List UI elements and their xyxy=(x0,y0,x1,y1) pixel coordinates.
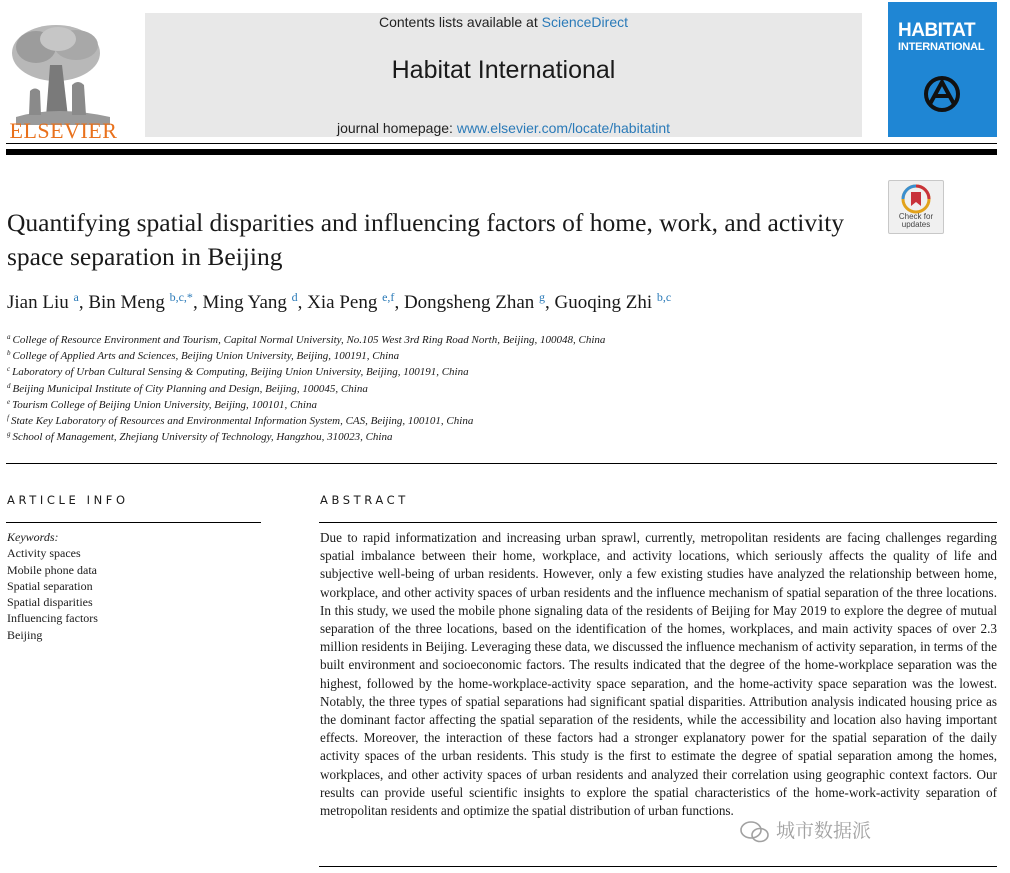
affiliation-list xyxy=(7,332,987,445)
check-for-updates-button[interactable] xyxy=(888,180,944,234)
affiliation-key: b xyxy=(7,349,11,358)
article-info-heading: ARTICLE INFO xyxy=(7,493,129,507)
cover-title-line1: HABITAT xyxy=(898,20,976,41)
paper-title: Quantifying spatial disparities and influencing factors of home, work, and activity space separation in Beijing xyxy=(7,208,845,271)
publisher-name: ELSEVIER xyxy=(9,118,118,143)
sciencedirect-link[interactable]: ScienceDirect xyxy=(541,14,628,30)
keywords-block xyxy=(7,529,257,643)
watermark xyxy=(740,816,980,846)
affiliation-key: a xyxy=(7,333,11,341)
author-list xyxy=(7,292,987,314)
cover-title-line2: INTERNATIONAL xyxy=(898,41,985,53)
affiliation-item xyxy=(7,429,987,445)
check-updates-label xyxy=(889,213,943,229)
affiliation-text: College of Resource Environment and Tourism, Capital Normal University, No.105 West 3rd Ring Road North, Beijing, 100048, China xyxy=(12,334,606,346)
cover-emblem-icon xyxy=(922,74,962,114)
author-name[interactable]: Bin Meng xyxy=(88,292,165,313)
author-separator: , xyxy=(545,292,555,313)
keyword-item[interactable]: Spatial disparities xyxy=(7,595,93,610)
affiliation-text: State Key Laboratory of Resources and Environmental Information System, CAS, Beijing, 100101, China xyxy=(10,415,474,428)
keyword-item[interactable]: Influencing factors xyxy=(7,611,98,626)
journal-homepage-link[interactable]: www.elsevier.com/locate/habitatint xyxy=(456,120,671,136)
keyword-item[interactable]: Mobile phone data xyxy=(7,562,97,577)
keyword-item[interactable]: Beijing xyxy=(7,627,43,642)
affiliation-key: f xyxy=(7,414,9,423)
check-updates-line1: Check for xyxy=(898,212,934,221)
header-rule-thin xyxy=(6,143,997,144)
affiliation-text: College of Applied Arts and Sciences, Beijing Union University, Beijing, 100191, China xyxy=(12,350,400,363)
author-separator: , xyxy=(78,292,89,313)
abstract-text: Due to rapid informatization and increasing urban sprawl, currently, metropolitan residents are facing challenges regarding spatial imbalance between their home, workplace, and activity locations, which seriously affects the quality of life and subjective well-being of urban residents. However, only a few existing studies have analyzed the relationship between home, workplace, and other activity spaces of urban residents and the influence mechanism of spatial separation of the three locations. In this study, we used the mobile phone signaling data of the residents of Beijing for May 2019 to explore the degree of mutual separation of the three locations, based on the identification of the homes, workplaces, and main activity spaces of over 2.3 million residents in Beijing. Leveraging these data, we discussed the influence mechanism of activity separation, in terms of the built environment and socioeconomic factors. The results indicated that the degree of the home-workplace separation was the highest, followed by the home-workplace-activity space separation, and the home-activity space separation was the lowest. Notably, the three types of spatial separations had significant spatial disparities. Attribution analysis indicated housing price as the dominant factor affecting the spatial separation of the residents, while the accessibility and location also having important effects. Moreover, the interaction of these factors had a stronger explanatory power for the spatial separation of the daily activity spaces of the urban residents. This study is the first to estimate the degree of spatial separation among the homes, workplaces, and other activity spaces of urban residents and analyzed their correlation using geographic context factors. Our results can provide useful scientific insights to explore the spatial characteristics of the home-work-activity separation of metropolitan residents and optimize the spatial distribution of urban functions. xyxy=(320,530,997,819)
author-name[interactable]: Guoqing Zhi xyxy=(554,292,653,313)
author-affiliation-marker[interactable]: d xyxy=(291,290,298,304)
author-affiliation-marker[interactable]: b,c,* xyxy=(169,290,193,304)
affiliation-key: d xyxy=(7,381,11,390)
abstract-bottom-rule xyxy=(319,866,997,867)
keywords-label: Keywords: xyxy=(7,530,59,544)
affiliation-key: g xyxy=(7,430,11,439)
journal-title: Habitat International xyxy=(391,56,616,84)
wechat-icon xyxy=(740,821,770,843)
author-affiliation-marker[interactable]: g xyxy=(539,290,546,304)
author-name[interactable]: Jian Liu xyxy=(7,292,69,313)
header-rule-thick xyxy=(6,149,997,155)
affiliation-item xyxy=(7,381,987,397)
contents-availability xyxy=(145,14,862,30)
article-info-rule xyxy=(6,522,261,523)
abstract-heading: ABSTRACT xyxy=(320,493,409,507)
abstract-rule xyxy=(319,522,997,523)
author-name[interactable]: Xia Peng xyxy=(307,292,378,313)
author-separator: , xyxy=(297,292,308,313)
affiliation-item xyxy=(7,332,987,348)
affiliation-text: Tourism College of Beijing Union University, Beijing, 100101, China xyxy=(12,398,317,411)
author-affiliation-marker[interactable]: e,f xyxy=(382,290,395,304)
author-name[interactable]: Dongsheng Zhan xyxy=(403,292,535,313)
affiliation-text: Beijing Municipal Institute of City Planning and Design, Beijing, 100045, China xyxy=(12,382,368,395)
journal-homepage xyxy=(145,120,862,136)
check-updates-line2: updates xyxy=(901,220,931,229)
author-separator: , xyxy=(192,292,203,313)
author-separator: , xyxy=(394,292,404,313)
affiliation-item xyxy=(7,397,987,413)
affiliation-item xyxy=(7,413,987,429)
affiliation-item xyxy=(7,364,987,380)
affiliation-key: c xyxy=(7,365,11,374)
affiliation-item xyxy=(7,348,987,364)
keyword-item[interactable]: Activity spaces xyxy=(7,546,81,561)
homepage-prefix: journal homepage: xyxy=(336,120,457,136)
title-block-rule xyxy=(6,463,997,464)
affiliation-key: e xyxy=(7,397,11,406)
author-affiliation-marker[interactable]: b,c xyxy=(656,290,672,304)
affiliation-text: School of Management, Zhejiang University of Technology, Hangzhou, 310023, China xyxy=(12,431,393,444)
check-updates-icon xyxy=(901,184,931,214)
watermark-text: 城市数据派 xyxy=(776,820,872,842)
cover-title xyxy=(898,22,984,56)
contents-prefix: Contents lists available at xyxy=(378,14,542,30)
journal-cover[interactable] xyxy=(888,2,997,137)
author-affiliation-marker[interactable]: a xyxy=(73,290,79,304)
author-name[interactable]: Ming Yang xyxy=(202,292,287,313)
affiliation-text: Laboratory of Urban Cultural Sensing & Computing, Beijing Union University, Beijing, 100191, China xyxy=(12,366,469,379)
keyword-item[interactable]: Spatial separation xyxy=(7,578,93,593)
